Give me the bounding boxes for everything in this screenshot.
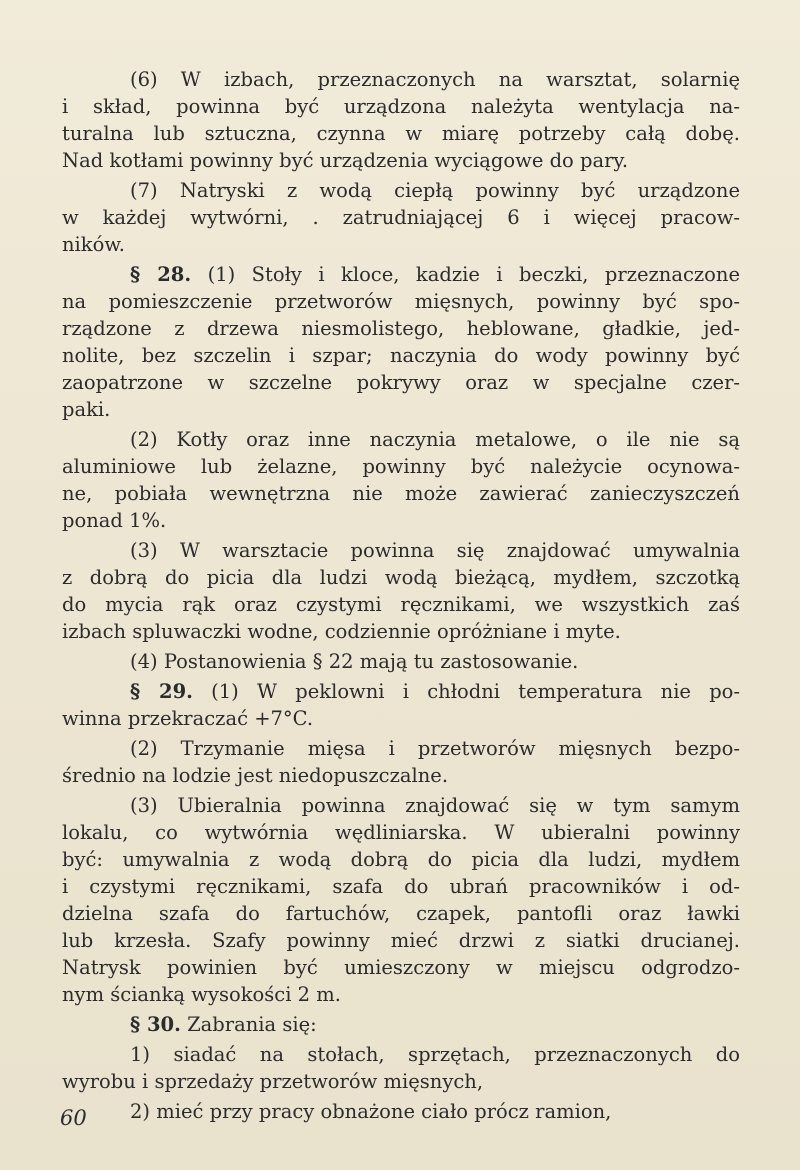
- text-line: [62, 846, 740, 873]
- paragraph: [62, 1098, 740, 1125]
- line-text: lokalu, co wytwórnia wędliniarska. W ubieralni powinny: [62, 821, 740, 844]
- line-text: winna przekraczać +7°C.: [62, 707, 314, 730]
- paragraph: [62, 426, 740, 534]
- line-text: izbach spluwaczki wodne, codziennie opróżniane i myte.: [62, 620, 621, 643]
- text-line: [62, 396, 740, 423]
- paragraph: [62, 735, 740, 789]
- text-line: [62, 231, 740, 258]
- text-line: [62, 288, 740, 315]
- line-text: turalna lub sztuczna, czynna w miarę potrzeby całą dobę.: [62, 122, 740, 145]
- line-text: (6) W izbach, przeznaczonych na warsztat, solarnię: [130, 68, 740, 91]
- text-line: [62, 1098, 740, 1125]
- text-line: [62, 792, 740, 819]
- text-line: [62, 507, 740, 534]
- line-text: (2) Trzymanie mięsa i przetworów mięsnych bezpo-: [130, 737, 740, 760]
- line-text: nym ścianką wysokości 2 m.: [62, 983, 341, 1006]
- text-line: [62, 369, 740, 396]
- text-line: [62, 873, 740, 900]
- text-line: [62, 177, 740, 204]
- text-line: [62, 927, 740, 954]
- line-text: (4) Postanowienia § 22 mają tu zastosowanie.: [130, 650, 579, 673]
- line-text: nolite, bez szczelin i szpar; naczynia do wody powinny być: [62, 344, 740, 367]
- line-text: i czystymi ręcznikami, szafa do ubrań pracowników i od-: [62, 875, 740, 898]
- paragraph: [62, 648, 740, 675]
- line-text: ników.: [62, 233, 125, 256]
- paragraph: [62, 66, 740, 174]
- line-text: do mycia rąk oraz czystymi ręcznikami, we wszystkich zaś: [62, 593, 740, 616]
- text-line: [62, 1041, 740, 1068]
- text-line: [62, 261, 740, 288]
- line-text: (1) Stoły i kloce, kadzie i beczki, przeznaczone: [191, 263, 740, 286]
- text-line: [62, 618, 740, 645]
- text-line: [62, 762, 740, 789]
- line-text: paki.: [62, 398, 111, 421]
- line-text: Natrysk powinien być umieszczony w miejscu odgrodzo-: [62, 956, 740, 979]
- text-line: [62, 591, 740, 618]
- text-line: [62, 93, 740, 120]
- section-number: § 28.: [130, 263, 192, 286]
- paragraph: [62, 261, 740, 423]
- text-line: [62, 981, 740, 1008]
- body-text: [62, 66, 740, 1128]
- paragraph: [62, 1041, 740, 1095]
- line-text: 2) mieć przy pracy obnażone ciało prócz ramion,: [130, 1100, 612, 1123]
- line-text: być: umywalnia z wodą dobrą do picia dla ludzi, mydłem: [62, 848, 740, 871]
- text-line: [62, 735, 740, 762]
- line-text: Zabrania się:: [180, 1013, 317, 1036]
- text-line: [62, 954, 740, 981]
- paragraph: [62, 678, 740, 732]
- line-text: Nad kotłami powinny być urządzenia wyciągowe do pary.: [62, 149, 629, 172]
- line-text: średnio na lodzie jest niedopuszczalne.: [62, 764, 449, 787]
- paragraph: [62, 1011, 740, 1038]
- line-text: (2) Kotły oraz inne naczynia metalowe, o ile nie są: [130, 428, 740, 451]
- text-line: [62, 453, 740, 480]
- line-text: na pomieszczenie przetworów mięsnych, powinny być spo-: [62, 290, 740, 313]
- line-text: i skład, powinna być urządzona należyta wentylacja na-: [62, 95, 740, 118]
- line-text: zaopatrzone w szczelne pokrywy oraz w specjalne czer-: [62, 371, 740, 394]
- line-text: wyrobu i sprzedaży przetworów mięsnych,: [62, 1070, 484, 1093]
- line-text: dzielna szafa do fartuchów, czapek, pantofli oraz ławki: [62, 902, 740, 925]
- line-text: ne, pobiała wewnętrzna nie może zawierać zanieczyszczeń: [62, 482, 740, 505]
- text-line: [62, 426, 740, 453]
- section-number: § 30.: [130, 1013, 181, 1036]
- text-line: [62, 147, 740, 174]
- line-text: z dobrą do picia dla ludzi wodą bieżącą, mydłem, szczotką: [62, 566, 740, 589]
- paragraph: [62, 177, 740, 258]
- text-line: [62, 537, 740, 564]
- line-text: aluminiowe lub żelazne, powinny być należycie ocynowa-: [62, 455, 740, 478]
- text-line: [62, 1011, 740, 1038]
- paragraph: [62, 792, 740, 1008]
- text-line: [62, 66, 740, 93]
- paragraph: [62, 537, 740, 645]
- text-line: [62, 678, 740, 705]
- line-text: ponad 1%.: [62, 509, 167, 532]
- text-line: [62, 342, 740, 369]
- text-line: [62, 315, 740, 342]
- line-text: lub krzesła. Szafy powinny mieć drzwi z siatki drucianej.: [62, 929, 740, 952]
- text-line: [62, 1068, 740, 1095]
- line-text: (7) Natryski z wodą ciepłą powinny być urządzone: [130, 179, 740, 202]
- page-number: 60: [60, 1106, 87, 1130]
- line-text: w każdej wytwórni, . zatrudniającej 6 i więcej pracow-: [62, 206, 740, 229]
- text-line: [62, 564, 740, 591]
- line-text: (3) Ubieralnia powinna znajdować się w tym samym: [130, 794, 740, 817]
- text-line: [62, 204, 740, 231]
- line-text: (1) W peklowni i chłodni temperatura nie po-: [192, 680, 740, 703]
- section-number: § 29.: [130, 680, 193, 703]
- text-line: [62, 120, 740, 147]
- line-text: (3) W warsztacie powinna się znajdować umywalnia: [130, 539, 740, 562]
- text-line: [62, 705, 740, 732]
- text-line: [62, 819, 740, 846]
- line-text: rządzone z drzewa niesmolistego, heblowane, gładkie, jed-: [62, 317, 740, 340]
- text-line: [62, 900, 740, 927]
- text-line: [62, 648, 740, 675]
- text-line: [62, 480, 740, 507]
- line-text: 1) siadać na stołach, sprzętach, przeznaczonych do: [130, 1043, 740, 1066]
